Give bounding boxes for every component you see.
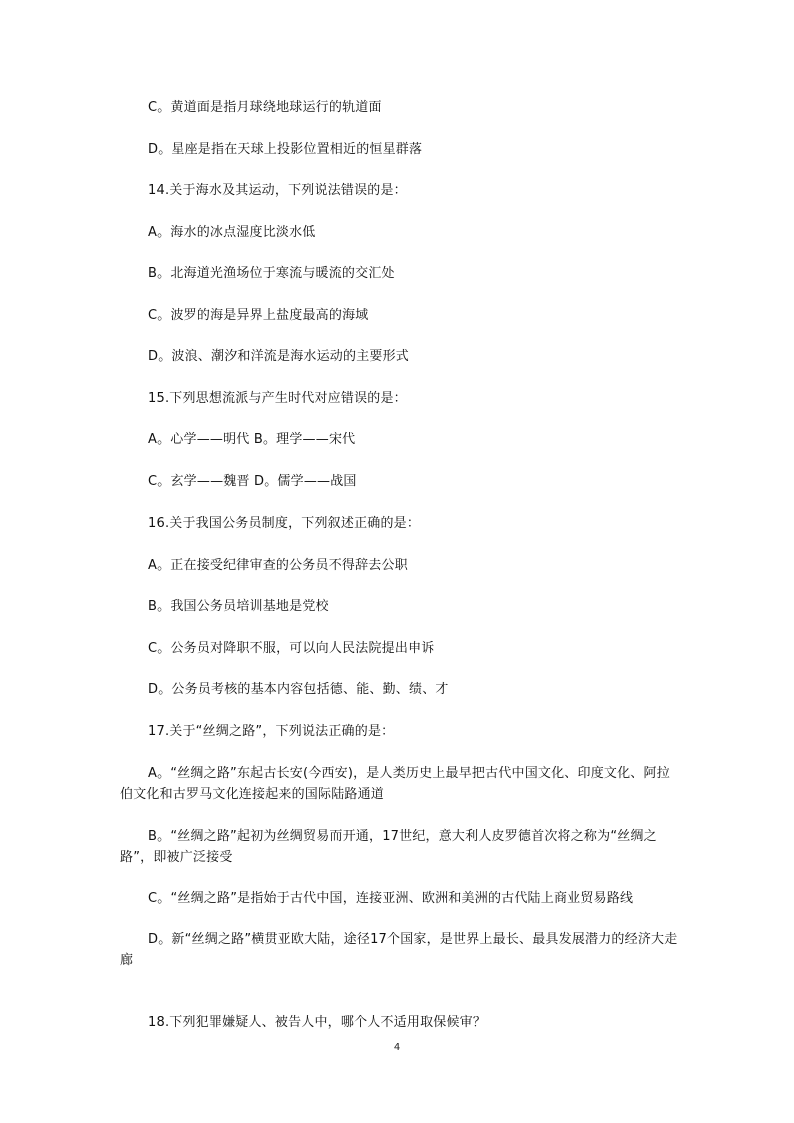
option-17d: D。新“丝绸之路”横贯亚欧大陆，途径17个国家，是世界上最长、最具发展潜力的经济大走廊 (120, 932, 678, 968)
option-14d: D。波浪、潮汐和洋流是海水运动的主要形式 (148, 349, 410, 364)
question-18: 18.下列犯罪嫌疑人、被告人中，哪个人不适用取保候审？ (148, 1015, 487, 1030)
question-16: 16.关于我国公务员制度，下列叙述正确的是： (148, 516, 421, 531)
option-13d: D。星座是指在天球上投影位置相近的恒星群落 (148, 142, 423, 157)
option-17c: C。“丝绸之路”是指始于古代中国，连接亚洲、欧洲和美洲的古代陆上商业贸易路线 (148, 891, 634, 906)
option-15cd: C。玄学——魏晋 D。儒学——战国 (148, 474, 357, 489)
option-16c: C。公务员对降职不服，可以向人民法院提出申诉 (148, 641, 435, 656)
option-17b: B。“丝绸之路”起初为丝绸贸易而开通，17世纪，意大利人皮罗德首次将之称为“丝绸之路”，即被广泛接受 (120, 829, 657, 865)
option-17a: A。“丝绸之路”东起古长安(今西安)，是人类历史上最早把古代中国文化、印度文化、阿拉伯文化和古罗马文化连接起来的国际陆路通道 (120, 766, 670, 802)
option-14b: B。北海道光渔场位于寒流与暖流的交汇处 (148, 266, 395, 281)
option-16b: B。我国公务员培训基地是党校 (148, 599, 329, 614)
option-13c: C。黄道面是指月球绕地球运行的轨道面 (148, 100, 382, 115)
option-14a: A。海水的冰点湿度比淡水低 (148, 225, 316, 240)
question-17: 17.关于“丝绸之路”，下列说法正确的是： (148, 724, 395, 739)
question-15: 15.下列思想流派与产生时代对应错误的是： (148, 391, 407, 406)
option-16a: A。正在接受纪律审查的公务员不得辞去公职 (148, 558, 408, 573)
question-14: 14.关于海水及其运动，下列说法错误的是： (148, 183, 407, 198)
option-16d: D。公务员考核的基本内容包括德、能、勤、绩、才 (148, 682, 449, 697)
page-number: 4 (393, 1042, 401, 1053)
option-14c: C。波罗的海是异界上盐度最高的海域 (148, 308, 369, 323)
option-15ab: A。心学——明代 B。理学——宋代 (148, 432, 356, 447)
